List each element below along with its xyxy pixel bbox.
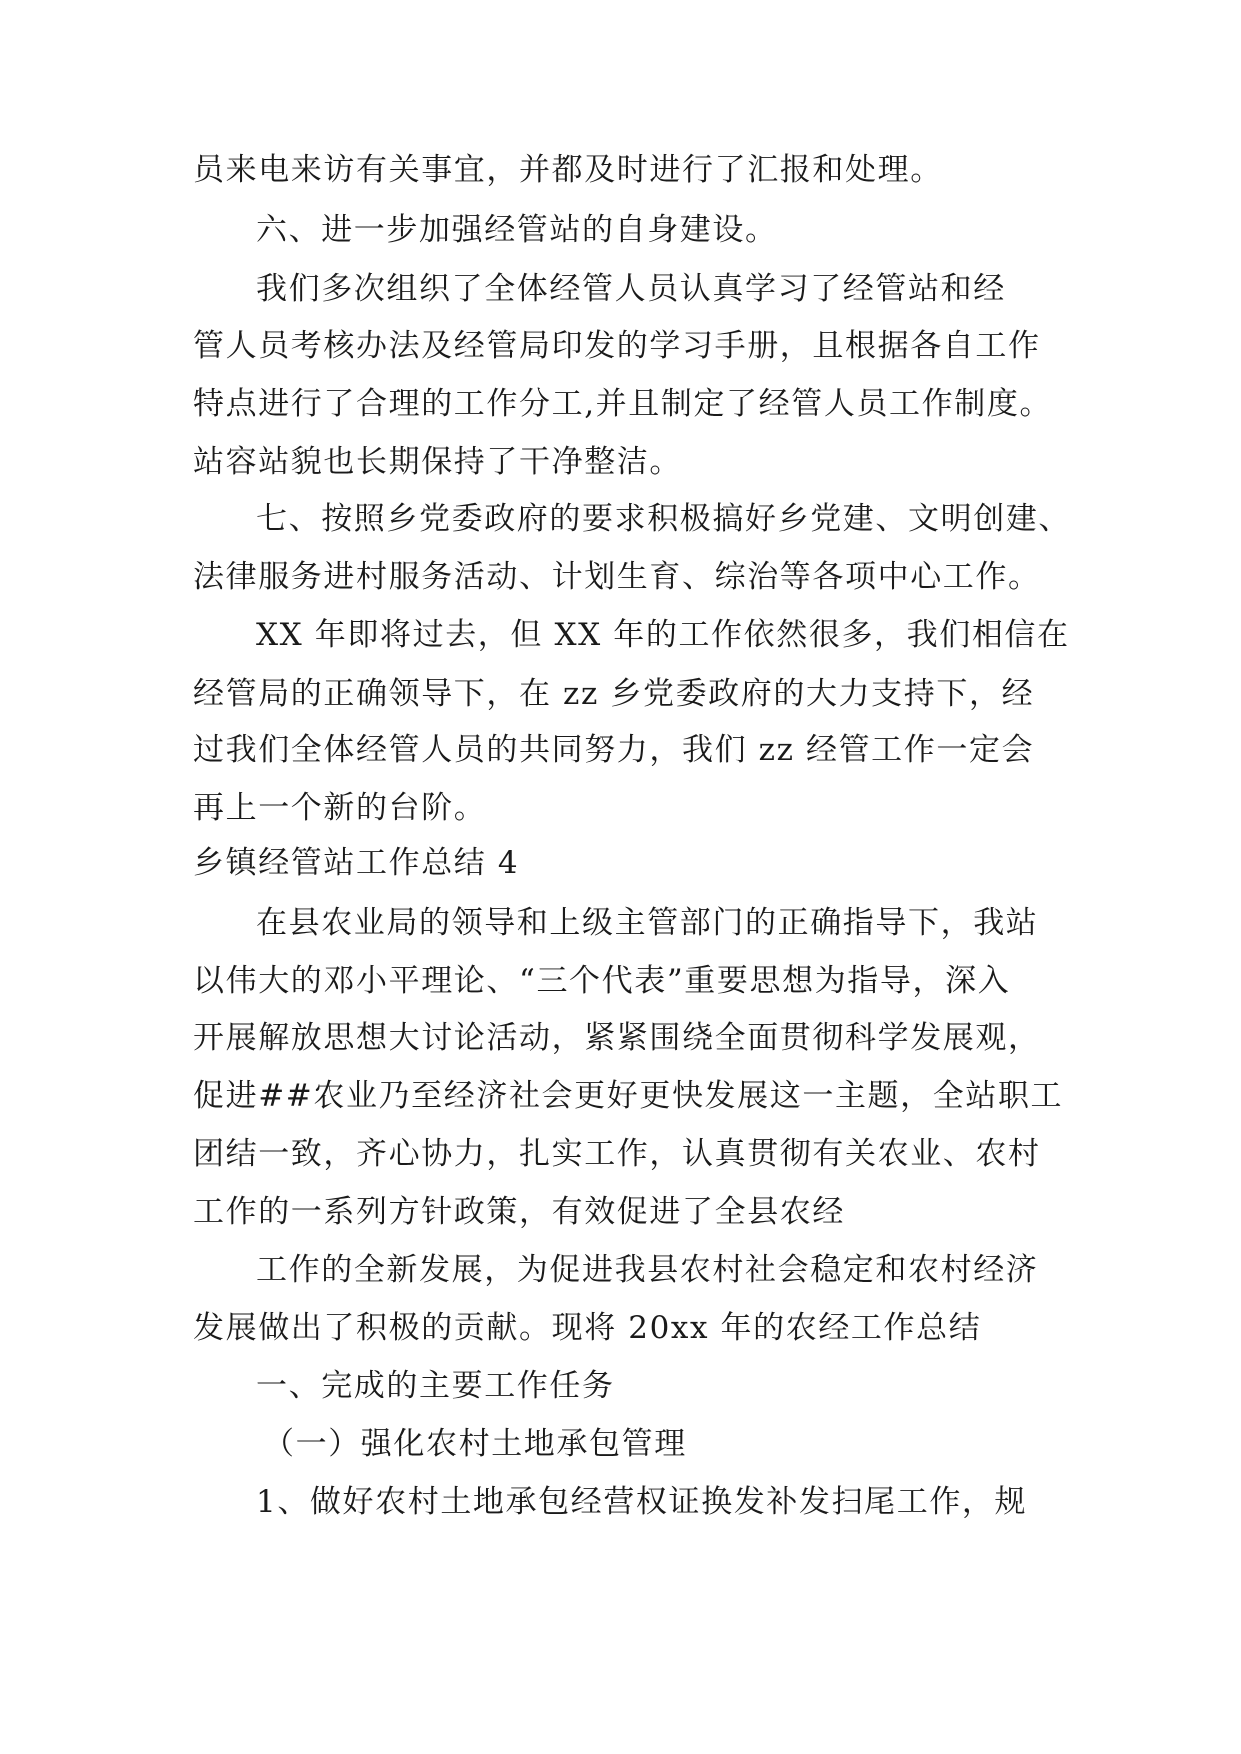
text-line: 以伟大的邓小平理论、“三个代表”重要思想为指导，深入 (193, 963, 1011, 999)
text-line: 发展做出了积极的贡献。现将 20xx 年的农经工作总结 (193, 1310, 982, 1346)
document-title: 乡镇经管站工作总结 4 (193, 845, 520, 881)
text-line: 再上一个新的台阶。 (193, 790, 487, 826)
subsection-heading: （一）强化农村土地承包管理 (263, 1426, 687, 1462)
text-line: 1、做好农村土地承包经营权证换发补发扫尾工作，规 (256, 1484, 1028, 1520)
text-line: 特点进行了合理的工作分工,并且制定了经管人员工作制度。 (193, 386, 1053, 422)
section-heading: 六、进一步加强经管站的自身建设。 (256, 212, 778, 248)
text-line: 团结一致，齐心协力，扎实工作，认真贯彻有关农业、农村 (193, 1136, 1041, 1172)
text-line: 站容站貌也长期保持了干净整洁。 (193, 444, 682, 480)
text-line: 管人员考核办法及经管局印发的学习手册，且根据各自工作 (193, 328, 1041, 364)
section-heading: 一、完成的主要工作任务 (256, 1368, 615, 1404)
text-line: 在县农业局的领导和上级主管部门的正确指导下，我站 (256, 905, 1039, 941)
text-line: 我们多次组织了全体经管人员认真学习了经管站和经 (256, 271, 1006, 307)
text-line: 工作的全新发展，为促进我县农村社会稳定和农村经济 (256, 1252, 1039, 1288)
text-line: 过我们全体经管人员的共同努力，我们 zz 经管工作一定会 (193, 732, 1035, 768)
text-line: 员来电来访有关事宜，并都及时进行了汇报和处理。 (193, 152, 943, 188)
text-line: XX 年即将过去，但 XX 年的工作依然很多，我们相信在 (256, 617, 1070, 653)
text-line: 促进##农业乃至经济社会更好更快发展这一主题，全站职工 (193, 1078, 1064, 1114)
text-line: 工作的一系列方针政策，有效促进了全县农经 (193, 1194, 845, 1230)
section-heading: 七、按照乡党委政府的要求积极搞好乡党建、文明创建、 (256, 501, 1071, 537)
text-line: 开展解放思想大讨论活动，紧紧围绕全面贯彻科学发展观， (193, 1020, 1041, 1056)
text-line: 经管局的正确领导下，在 zz 乡党委政府的大力支持下，经 (193, 676, 1035, 712)
text-line: 法律服务进村服务活动、计划生育、综治等各项中心工作。 (193, 559, 1041, 595)
